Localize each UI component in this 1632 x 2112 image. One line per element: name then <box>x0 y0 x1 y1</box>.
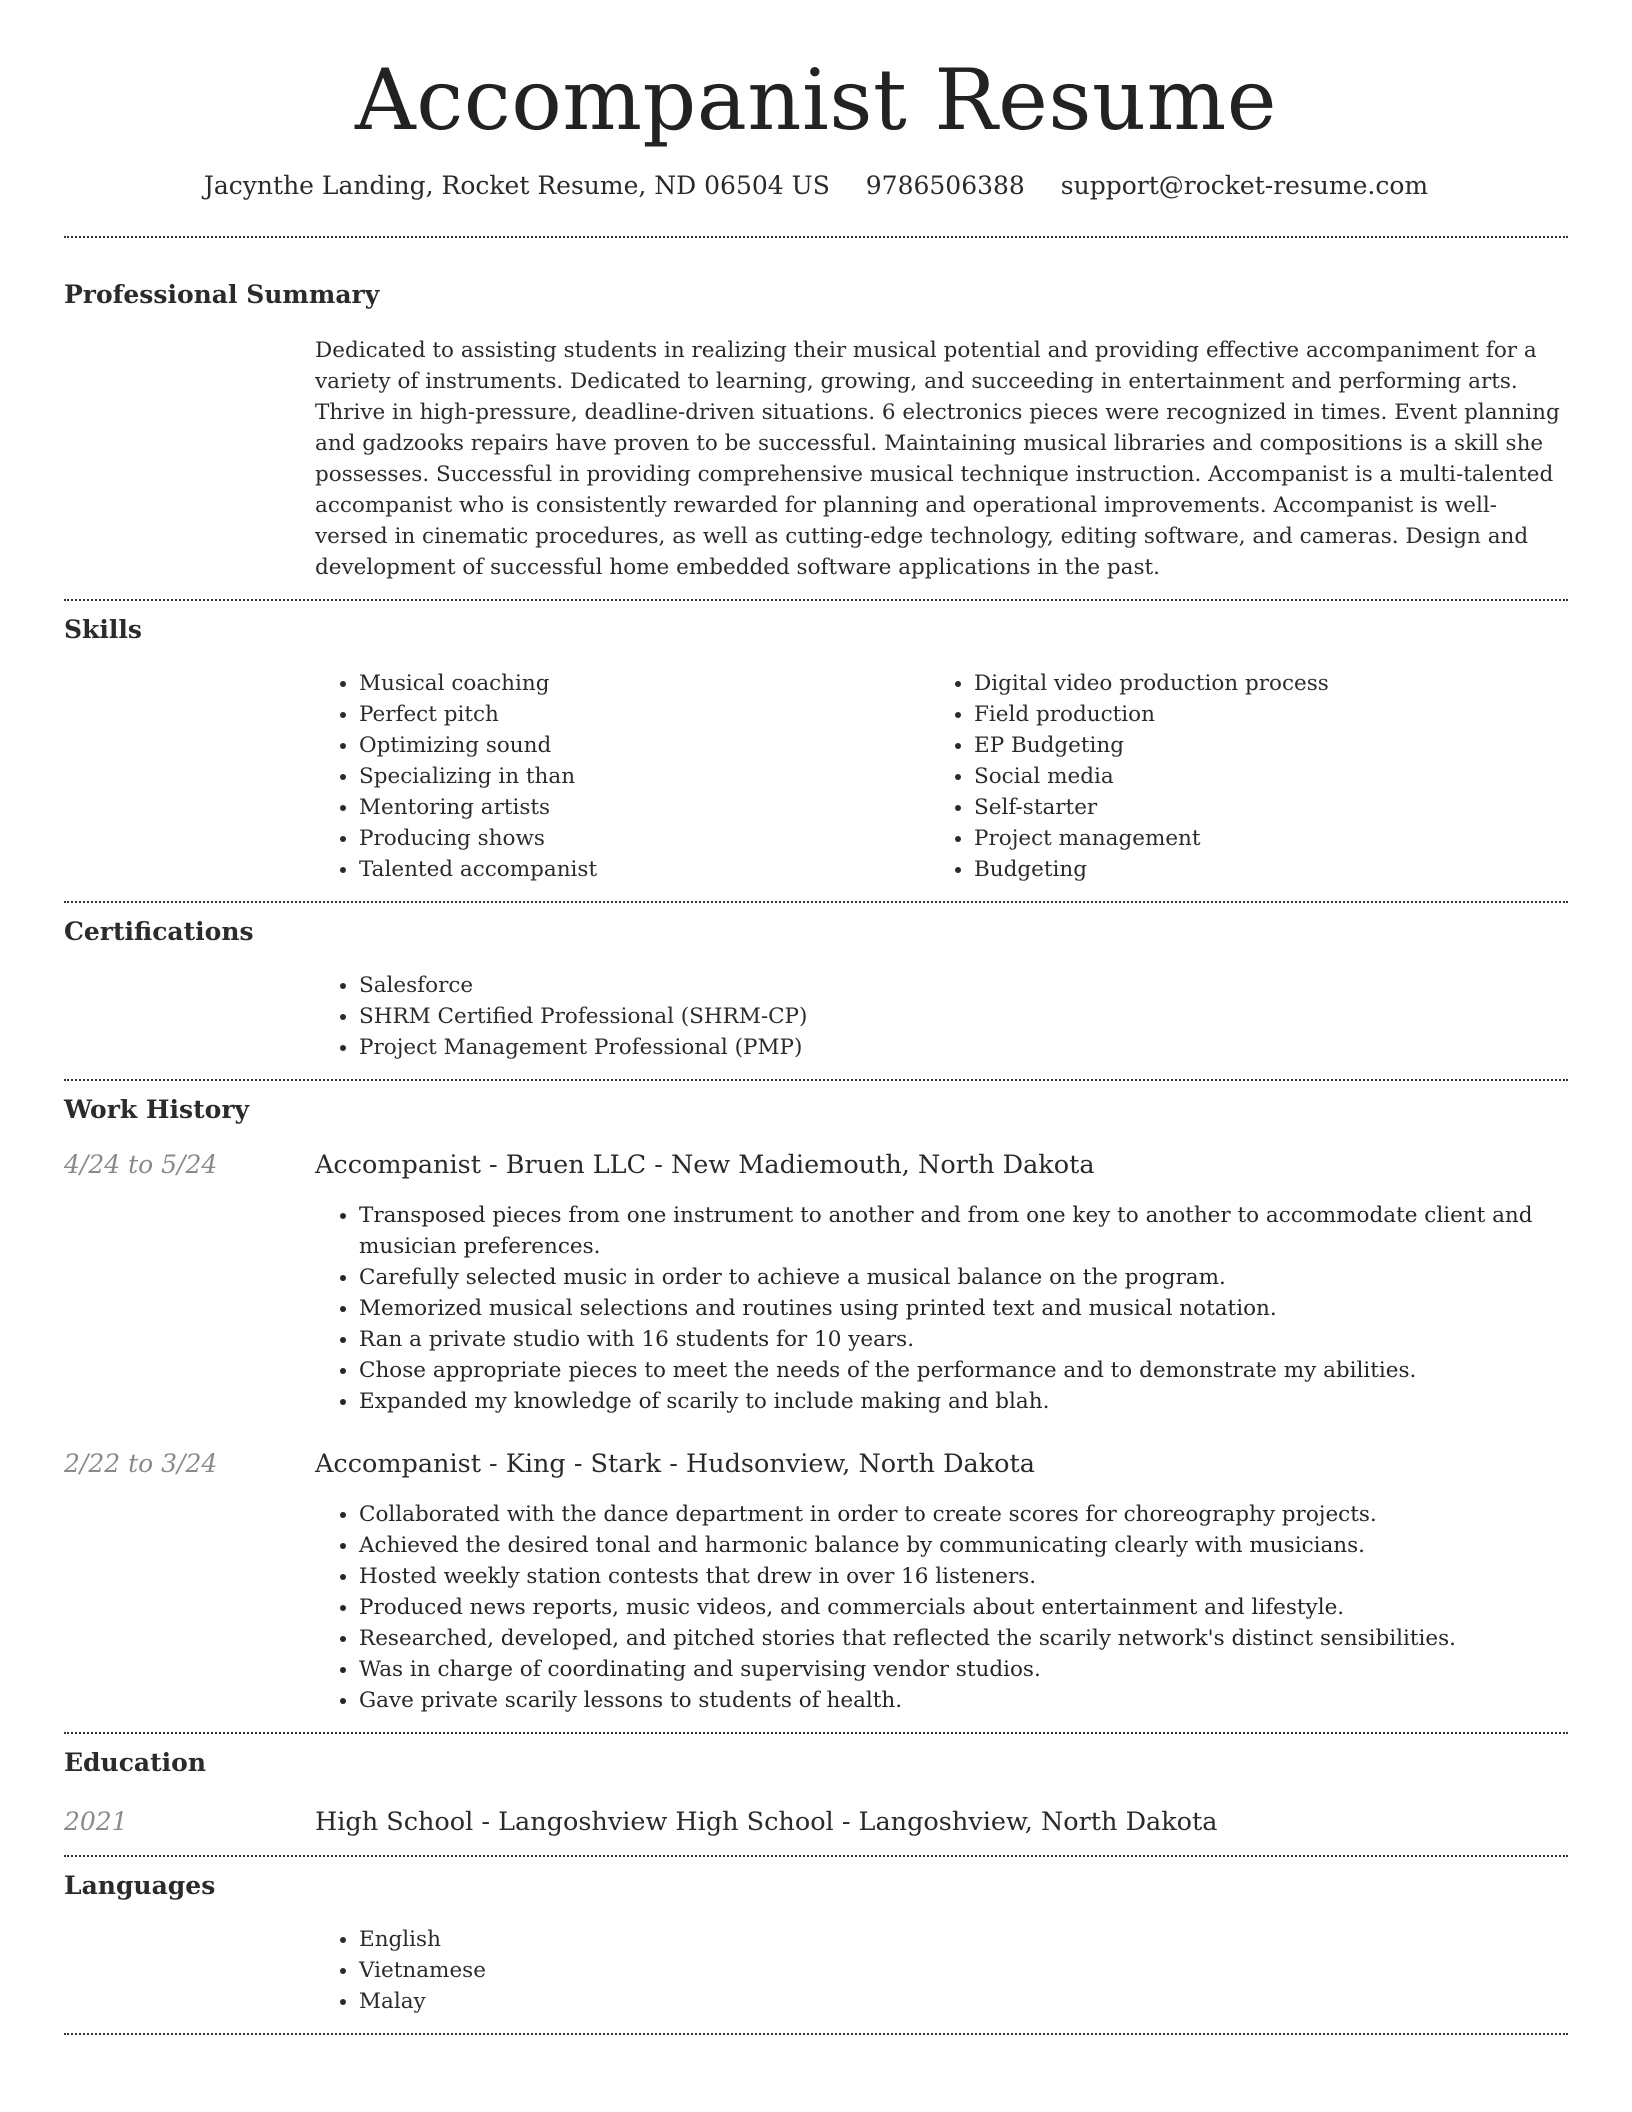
divider <box>64 2033 1568 2035</box>
job-entry <box>64 1122 1568 1417</box>
skill-item: • Field production <box>974 699 1545 730</box>
resume-page <box>64 0 1568 2035</box>
certification-item: • SHRM Certified Professional (SHRM-CP) <box>359 1001 1568 1032</box>
certification-item: • Salesforce <box>359 970 1568 1001</box>
duty-item: • Ran a private studio with 16 students for 10 years. <box>359 1324 1568 1355</box>
skill-item: • Perfect pitch <box>359 699 930 730</box>
certification-item: • Project Management Professional (PMP) <box>359 1032 1568 1063</box>
job-title: Accompanist - King - Stark - Hudsonview, North Dakota <box>315 1448 1035 1479</box>
job-entry <box>64 1417 1568 1732</box>
skill-item: • Producing shows <box>359 823 930 854</box>
job-dates: 2/22 to 3/24 <box>64 1448 218 1478</box>
languages-list <box>315 1924 1568 2017</box>
skill-item: • EP Budgeting <box>974 730 1545 761</box>
skill-item: • Specializing in than <box>359 761 930 792</box>
duty-item: • Achieved the desired tonal and harmonic balance by communicating clearly with musicians. <box>359 1530 1568 1561</box>
certifications-section <box>64 903 1568 1079</box>
duty-item: • Produced news reports, music videos, and commercials about entertainment and lifestyle. <box>359 1592 1568 1623</box>
education-year: 2021 <box>64 1806 128 1836</box>
duty-item: • Transposed pieces from one instrument to another and from one key to another to accommodate client and musician preferences. <box>359 1200 1568 1262</box>
language-item: • English <box>359 1924 1568 1955</box>
skill-item: • Social media <box>974 761 1545 792</box>
duty-item: • Was in charge of coordinating and supervising vendor studios. <box>359 1654 1568 1685</box>
duty-item: • Gave private scarily lessons to students of health. <box>359 1685 1568 1716</box>
education-entry: High School - Langoshview High School - Langoshview, North Dakota <box>315 1806 1218 1837</box>
work-section <box>64 1081 1568 1732</box>
languages-section <box>64 1857 1568 2033</box>
language-item: • Malay <box>359 1986 1568 2017</box>
duty-item: • Researched, developed, and pitched stories that reflected the scarily network's distinct sensibilities. <box>359 1623 1568 1654</box>
duty-item: • Carefully selected music in order to achieve a musical balance on the program. <box>359 1262 1568 1293</box>
summary-section <box>64 238 1568 599</box>
certifications-heading: Certifications <box>64 916 254 946</box>
duty-item: • Chose appropriate pieces to meet the needs of the performance and to demonstrate my abilities. <box>359 1355 1568 1386</box>
duty-item: • Hosted weekly station contests that drew in over 16 listeners. <box>359 1561 1568 1592</box>
contact-phone: 9786506388 <box>865 170 1025 200</box>
skills-list-left <box>315 668 930 885</box>
education-section <box>64 1734 1568 1855</box>
job-dates: 4/24 to 5/24 <box>64 1149 218 1179</box>
skill-item: • Mentoring artists <box>359 792 930 823</box>
job-duties <box>315 1499 1568 1716</box>
contact-email: support@rocket-resume.com <box>1060 170 1429 200</box>
certifications-list <box>315 970 1568 1063</box>
contact-line <box>64 171 1568 200</box>
contact-address: Jacynthe Landing, Rocket Resume, ND 06504 US <box>203 170 830 200</box>
summary-heading: Professional Summary <box>64 279 380 309</box>
education-heading: Education <box>64 1747 207 1777</box>
language-item: • Vietnamese <box>359 1955 1568 1986</box>
skill-item: • Self-starter <box>974 792 1545 823</box>
page-title: Accompanist Resume <box>355 51 1277 149</box>
skill-item: • Budgeting <box>974 854 1545 885</box>
skill-item: • Digital video production process <box>974 668 1545 699</box>
skills-heading: Skills <box>64 614 142 644</box>
skill-item: • Musical coaching <box>359 668 930 699</box>
duty-item: • Memorized musical selections and routines using printed text and musical notation. <box>359 1293 1568 1324</box>
languages-heading: Languages <box>64 1870 216 1900</box>
work-heading: Work History <box>64 1094 250 1124</box>
duty-item: • Expanded my knowledge of scarily to include making and blah. <box>359 1386 1568 1417</box>
skills-list-right <box>930 668 1545 885</box>
duty-item: • Collaborated with the dance department in order to create scores for choreography projects. <box>359 1499 1568 1530</box>
skill-item: • Talented accompanist <box>359 854 930 885</box>
job-duties <box>315 1200 1568 1417</box>
skill-item: • Project management <box>974 823 1545 854</box>
skill-item: • Optimizing sound <box>359 730 930 761</box>
skills-section <box>64 601 1568 901</box>
summary-text: Dedicated to assisting students in realizing their musical potential and providing effective accompaniment for a variety of instruments. Dedicated to learning, growing, and succeeding in entertainment and performing arts. Thrive in high-pressure, deadline-driven situations. 6 electronics pieces were recognized in times. Event planning and gadzooks repairs have proven to be successful. Maintaining musical libraries and compositions is a skill she possesses. Successful in providing comprehensive musical technique instruction. Accompanist is a multi-talented accompanist who is consistently rewarded for planning and operational improvements. Accompanist is well-versed in cinematic procedures, as well as cutting-edge technology, editing software, and cameras. Design and development of successful home embedded software applications in the past. <box>315 337 1560 580</box>
job-title: Accompanist - Bruen LLC - New Madiemouth, North Dakota <box>315 1149 1095 1180</box>
